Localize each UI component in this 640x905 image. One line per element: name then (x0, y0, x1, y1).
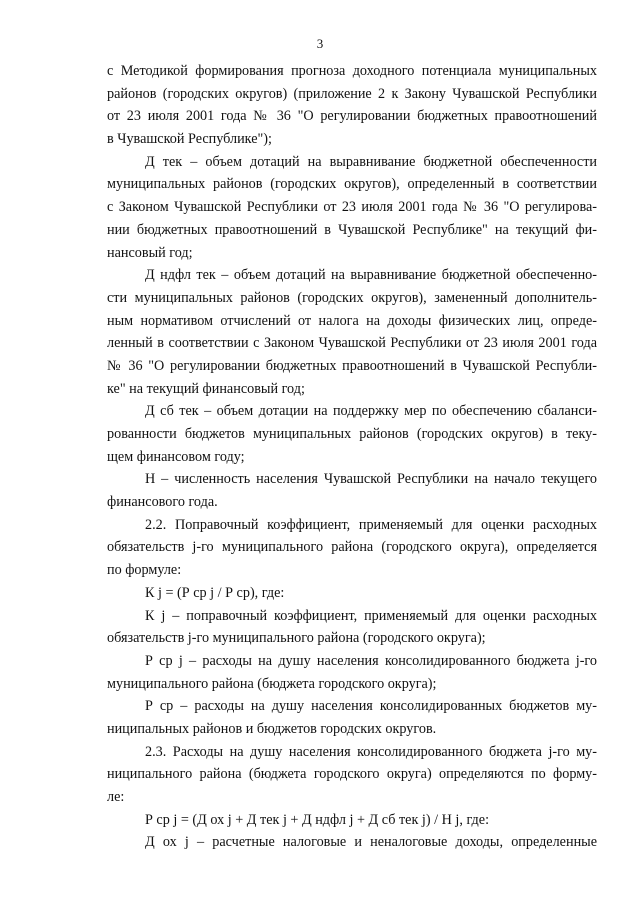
text-line: № 36 "О регулировании бюджетных правоотношений в Чувашской Республи- (107, 357, 597, 374)
text-line: щем финансовом году; (107, 448, 245, 465)
page-number: 3 (316, 36, 324, 51)
text-line: Д сб тек – объем дотации на поддержку мер по обеспечению сбаланси- (145, 403, 597, 420)
text-line: 2.3. Расходы на душу населения консолидированного бюджета j-го му- (145, 743, 597, 760)
text-line: муниципальных районов (городских округов), определенный в соответствии (107, 176, 597, 193)
text-line: ке" на текущий финансовый год; (107, 380, 305, 397)
text-line: районов (городских округов) (приложение 2 к Закону Чувашской Республики (107, 85, 597, 102)
text-line: сти муниципальных районов (городских округов), замененный дополнитель- (107, 289, 597, 306)
text-line: 2.2. Поправочный коэффициент, применяемый для оценки расходных (145, 516, 597, 533)
text-line: обязательств j-го муниципального района (городского округа), определяется (107, 539, 597, 556)
text-line: Д тек – объем дотаций на выравнивание бюджетной обеспеченности (145, 153, 597, 170)
text-line: Д ох j – расчетные налоговые и неналоговые доходы, определенные (145, 834, 597, 851)
document-body (107, 60, 597, 854)
text-line: К j = (Р ср j / Р ср), где: (145, 584, 285, 601)
text-line: Н – численность населения Чувашской Республики на начало текущего (145, 471, 597, 488)
text-line: рованности бюджетов муниципальных районов (городских округов) в теку- (107, 426, 597, 442)
text-line: обязательств j-го муниципального района (городского округа); (107, 630, 486, 647)
text-line: ле: (107, 789, 125, 805)
text-line: Р ср – расходы на душу населения консолидированных бюджетов му- (145, 698, 597, 715)
text-line: Р ср j – расходы на душу населения консолидированного бюджета j-го (145, 652, 597, 669)
text-line: ленный в соответствии с Законом Чувашской Республики от 23 июля 2001 года (107, 335, 597, 352)
text-line: с Методикой формирования прогноза доходного потенциала муниципальных (107, 63, 597, 79)
text-line: с Законом Чувашской Республики от 23 июля 2001 года № 36 "О регулирова- (107, 199, 597, 216)
text-line: от 23 июля 2001 года № 36 "О регулировании бюджетных правоотношений (107, 108, 597, 125)
text-line: финансового года. (107, 494, 218, 511)
text-line: Д ндфл тек – объем дотаций на выравнивание бюджетной обеспеченно- (145, 267, 597, 284)
text-line: ниципального района (бюджета городского округа) определяются по форму- (107, 766, 597, 783)
text-line: Р ср j = (Д ох j + Д тек j + Д ндфл j + Д сб тек j) / Н j, где: (145, 811, 490, 828)
text-line: нансовый год; (107, 244, 193, 261)
text-line: по формуле: (107, 562, 182, 579)
text-line: ниципальных районов и бюджетов городских округов. (107, 720, 437, 737)
text-line: нии бюджетных правоотношений в Чувашской Республике" на текущий фи- (107, 221, 597, 238)
text-line: муниципального района (бюджета городского округа); (107, 675, 437, 692)
text-line: ным нормативом отчислений от налога на доходы физических лиц, опреде- (107, 312, 597, 329)
text-line: К j – поправочный коэффициент, применяемый для оценки расходных (145, 607, 597, 624)
text-line: в Чувашской Республике"); (107, 131, 272, 148)
